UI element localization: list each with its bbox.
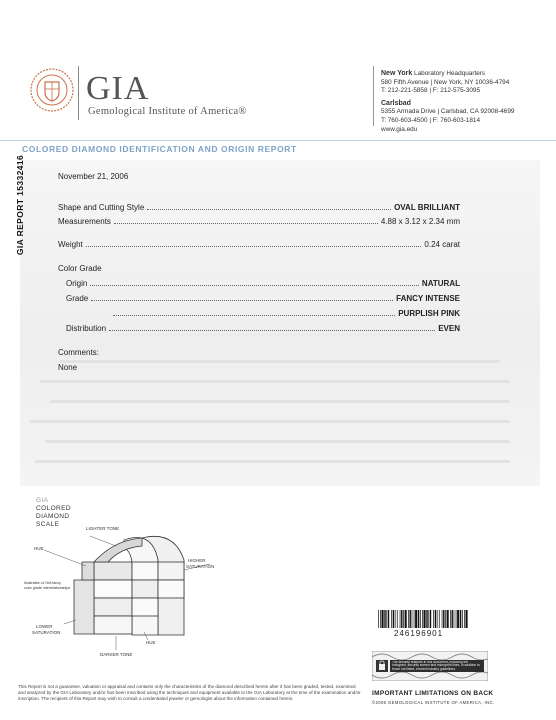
barcode-bar (422, 610, 423, 628)
illustration-note-1: Illustration of GIA fancy (24, 581, 61, 585)
barcode-bar (447, 610, 449, 628)
shape-value: OVAL BRILLIANT (394, 203, 460, 212)
security-text: The security features in this document, including the hologram, security screen and microprint lines, in addition to those not listed, exceed industry guidelines. (392, 660, 480, 671)
scale-title-diamond: DIAMOND (36, 513, 70, 520)
ny-phone: T: 212-221-5858 | F: 212-575-3095 (381, 87, 481, 95)
ny-label: Laboratory Headquarters (414, 70, 486, 77)
grade-row (66, 294, 460, 303)
barcode-bar (456, 610, 457, 628)
header-rule (0, 140, 556, 141)
ca-phone: T: 760-603-4500 | F: 760-603-1814 (381, 116, 481, 124)
microprint-line (30, 420, 510, 423)
scale-title-gia: GIA (36, 497, 49, 504)
microprint-line (45, 440, 510, 443)
origin-value: NATURAL (421, 279, 460, 288)
distribution-row (66, 324, 460, 333)
barcode-bar (445, 610, 446, 628)
label-darker-tone: DARKER TONE (100, 652, 133, 657)
barcode-bar (418, 610, 419, 628)
barcode-number: 246196901 (394, 629, 444, 638)
measurements-label: Measurements (58, 217, 111, 226)
measurements-row (58, 217, 460, 226)
ny-address: 580 Fifth Avenue | New York, NY 10036-4794 (381, 78, 510, 86)
barcode-bar (439, 610, 440, 628)
shape-label: Shape and Cutting Style (58, 203, 145, 212)
barcode-bar (403, 610, 404, 628)
report-title: COLORED DIAMOND IDENTIFICATION AND ORIGIN REPORT (22, 144, 297, 154)
barcode-bar (450, 610, 451, 628)
barcode-bar (415, 610, 417, 628)
shape-row (58, 203, 460, 212)
label-higher-saturation: SATURATION (186, 564, 215, 569)
barcode-bar (424, 610, 426, 628)
distribution-label: Distribution (66, 324, 107, 333)
distribution-value: EVEN (438, 324, 460, 333)
barcode-bar (400, 610, 401, 628)
barcode-bar (382, 610, 384, 628)
label-higher: HIGHER (188, 558, 206, 563)
logo-divider (78, 66, 79, 120)
gia-logo-text: GIA (86, 70, 150, 107)
report-number-vertical: GIA REPORT 15332416 (15, 154, 26, 256)
barcode-bar (430, 610, 431, 628)
ca-city: Carlsbad (381, 99, 411, 107)
ny-city: New York (381, 70, 413, 77)
barcode-bar (443, 610, 444, 628)
weight-label: Weight (58, 240, 83, 249)
label-lower-saturation: SATURATION (32, 630, 61, 635)
barcode-bar (380, 610, 381, 628)
origin-row (66, 279, 460, 288)
barcode-bar (384, 610, 385, 628)
barcode-bar (414, 610, 415, 628)
ca-address: 5355 Armada Drive | Carlsbad, CA 92008-4699 (381, 108, 515, 116)
gia-seal-icon (30, 68, 74, 112)
barcode-bar (457, 610, 459, 628)
barcode-bar (462, 610, 463, 628)
barcode-bar (395, 610, 396, 628)
scale-title-colored: COLORED (36, 505, 71, 512)
barcode-bar (393, 610, 394, 628)
label-lower: LOWER (36, 624, 53, 629)
weight-value: 0.24 carat (424, 240, 460, 249)
microprint-line (60, 360, 500, 363)
barcode-bar (401, 610, 402, 628)
website: www.gia.edu (381, 125, 418, 133)
barcode-bar (433, 610, 434, 628)
origin-label: Origin (66, 279, 88, 288)
barcode-bar (391, 610, 392, 628)
security-hologram-strip (372, 651, 488, 681)
barcode-bar (460, 610, 461, 628)
address-divider (373, 66, 374, 126)
barcode-bar (464, 610, 465, 628)
barcode-bar (454, 610, 455, 628)
barcode-bar (397, 610, 398, 628)
color-scale-diagram (24, 500, 224, 660)
barcode-bar (437, 610, 438, 628)
barcode-bar (410, 610, 411, 628)
barcode-bar (435, 610, 436, 628)
scale-title-scale: SCALE (36, 521, 60, 528)
barcode-bar (428, 610, 429, 628)
illustration-note-2: color grade interrelationships (24, 586, 71, 590)
lab-addresses (381, 70, 514, 134)
important-limitations: IMPORTANT LIMITATIONS ON BACK (372, 690, 494, 697)
comments-label: Comments: (58, 348, 99, 357)
barcode-bar (386, 610, 387, 628)
barcode-bar (412, 610, 413, 628)
barcode-bar (405, 610, 407, 628)
label-hue-top: HUE (34, 546, 44, 551)
comments-value: None (58, 363, 78, 372)
label-lighter-tone: LIGHTER TONE (86, 526, 120, 531)
report-date: November 21, 2006 (58, 172, 129, 181)
microprint-line (40, 380, 510, 383)
disclaimer-text: This Report is not a guarantee, valuation or appraisal and contains only the characteristics of the diamond described herein after it has been graded, tested, examined and analyzed by the GIA Laboratory and/or has been inscribed using the techniques and equipment available to the GIA Laboratory at the time of the examination and/or inscription. The recipient of this Report may wish to consult a credentialed jeweler or gemologist about the information contained herein. (18, 684, 361, 702)
barcode-bar (442, 610, 443, 628)
microprint-line (35, 460, 510, 463)
barcode-bar (378, 610, 379, 628)
grade-value-2: PURPLISH PINK (398, 309, 460, 318)
barcode-bar (388, 610, 389, 628)
barcode-icon (378, 610, 468, 628)
grade-label: Grade (66, 294, 89, 303)
barcode-bar (452, 610, 453, 628)
measurements-value: 4.88 x 3.12 x 2.34 mm (380, 217, 460, 226)
institute-name: Gemological Institute of America® (88, 106, 247, 117)
copyright: ©2006 GEMOLOGICAL INSTITUTE OF AMERICA, INC. (372, 700, 495, 705)
grade-row-2 (110, 309, 460, 318)
barcode-bar (408, 610, 409, 628)
label-hue-bottom: HUE (146, 640, 156, 645)
microprint-line (50, 400, 510, 403)
barcode-bar (426, 610, 427, 628)
color-grade-label: Color Grade (58, 264, 102, 273)
barcode-bar (420, 610, 421, 628)
weight-row (58, 240, 460, 249)
grade-value: FANCY INTENSE (396, 294, 460, 303)
barcode-bar (466, 610, 468, 628)
